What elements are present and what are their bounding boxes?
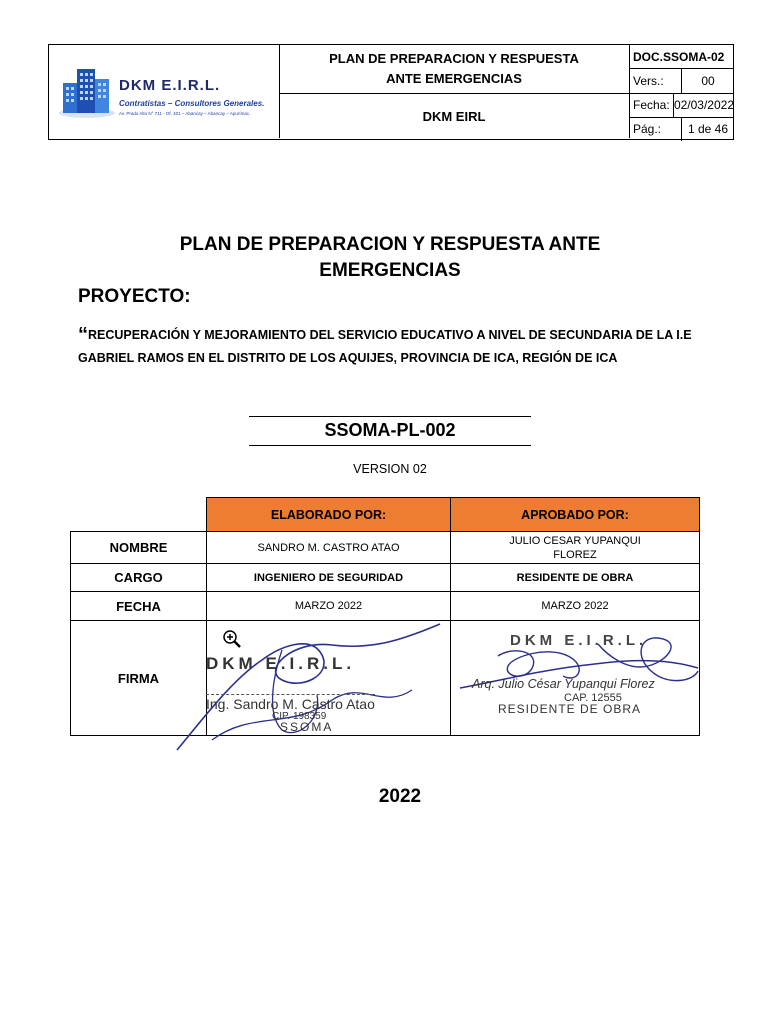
left-stamp-company: DKM E.I.R.L. (206, 654, 356, 673)
page-value: 1 de 46 (687, 122, 729, 137)
header-title-line2: ANTE EMERGENCIAS (386, 71, 522, 86)
logo-tagline: Contratistas – Consultores Generales. (119, 99, 265, 108)
header-aprobado: APROBADO POR: (450, 497, 700, 532)
document-code: SSOMA-PL-002 (324, 420, 456, 440)
row-label-fecha: FECHA (70, 591, 207, 621)
right-stamp-company: DKM E.I.R.L. (510, 632, 648, 649)
nombre-aprobado (450, 531, 700, 564)
row-label-nombre: NOMBRE (70, 531, 207, 564)
row-label-cargo: CARGO (70, 563, 207, 592)
document-version: VERSION 02 (353, 462, 427, 476)
cargo-aprobado: RESIDENTE DE OBRA (450, 563, 700, 592)
document-header (48, 44, 734, 140)
company-logo (57, 57, 272, 127)
firma-elaborado-cell (206, 620, 451, 736)
cargo-elaborado: INGENIERO DE SEGURIDAD (206, 563, 451, 592)
date-value: 02/03/2022 (673, 98, 734, 113)
project-description (78, 324, 728, 370)
left-stamp-cip: CIP. 198359 (272, 711, 327, 722)
divider-top (249, 416, 531, 417)
fecha-aprobado: MARZO 2022 (450, 591, 700, 621)
header-meta (630, 45, 734, 138)
row-label-firma: FIRMA (70, 620, 207, 736)
project-line2: GABRIEL RAMOS EN EL DISTRITO DE LOS AQUIJES, PROVINCIA DE ICA, REGIÓN DE ICA (78, 351, 618, 365)
approval-table (70, 497, 700, 736)
divider-bottom (249, 445, 531, 446)
logo-address: Av. Prado Alto N° 711 - Of. 401 – Abancay – Abancay – Apurímac. (119, 111, 251, 116)
doc-code: DOC.SSOMA-02 (630, 45, 734, 69)
document-title-line1: PLAN DE PREPARACION Y RESPUESTA ANTE (179, 234, 601, 255)
page-label: Pág.: (630, 118, 682, 141)
logo-cell (49, 45, 280, 138)
header-company: DKM EIRL (279, 94, 630, 138)
left-stamp-role: SSOMA (280, 720, 334, 734)
left-stamp-name: Ing. Sandro M. Castro Atao (206, 696, 375, 712)
date-label: Fecha: (630, 94, 674, 117)
right-stamp-name: Arq. Julio César Yupanqui Florez (472, 677, 655, 691)
document-year: 2022 (378, 786, 422, 807)
quote-mark: “ (78, 324, 88, 346)
header-title (279, 45, 630, 94)
version-row (630, 69, 734, 93)
right-stamp-cap: CAP. 12555 (564, 692, 622, 704)
header-elaborado: ELABORADO POR: (206, 497, 451, 532)
version-value: 00 (701, 73, 715, 88)
nombre-aprobado-line1: JULIO CESAR YUPANQUI (509, 534, 641, 547)
nombre-aprobado-line2: FLOREZ (553, 548, 597, 561)
firma-aprobado-cell (450, 620, 700, 736)
project-line1: RECUPERACIÓN Y MEJORAMIENTO DEL SERVICIO EDUCATIVO A NIVEL DE SECUNDARIA DE LA I.E (88, 328, 692, 342)
building-logo-icon (57, 61, 117, 121)
date-row (630, 94, 734, 118)
page-row (630, 118, 734, 141)
project-label: PROYECTO: (78, 286, 191, 307)
nombre-elaborado: SANDRO M. CASTRO ATAO (206, 531, 451, 564)
right-stamp-role: RESIDENTE DE OBRA (498, 702, 642, 716)
document-title (100, 232, 680, 284)
logo-company-name: DKM E.I.R.L. (119, 77, 221, 94)
header-title-line1: PLAN DE PREPARACION Y RESPUESTA (329, 51, 579, 66)
version-label: Vers.: (630, 69, 682, 92)
fecha-elaborado: MARZO 2022 (206, 591, 451, 621)
document-title-line2: EMERGENCIAS (319, 260, 461, 281)
